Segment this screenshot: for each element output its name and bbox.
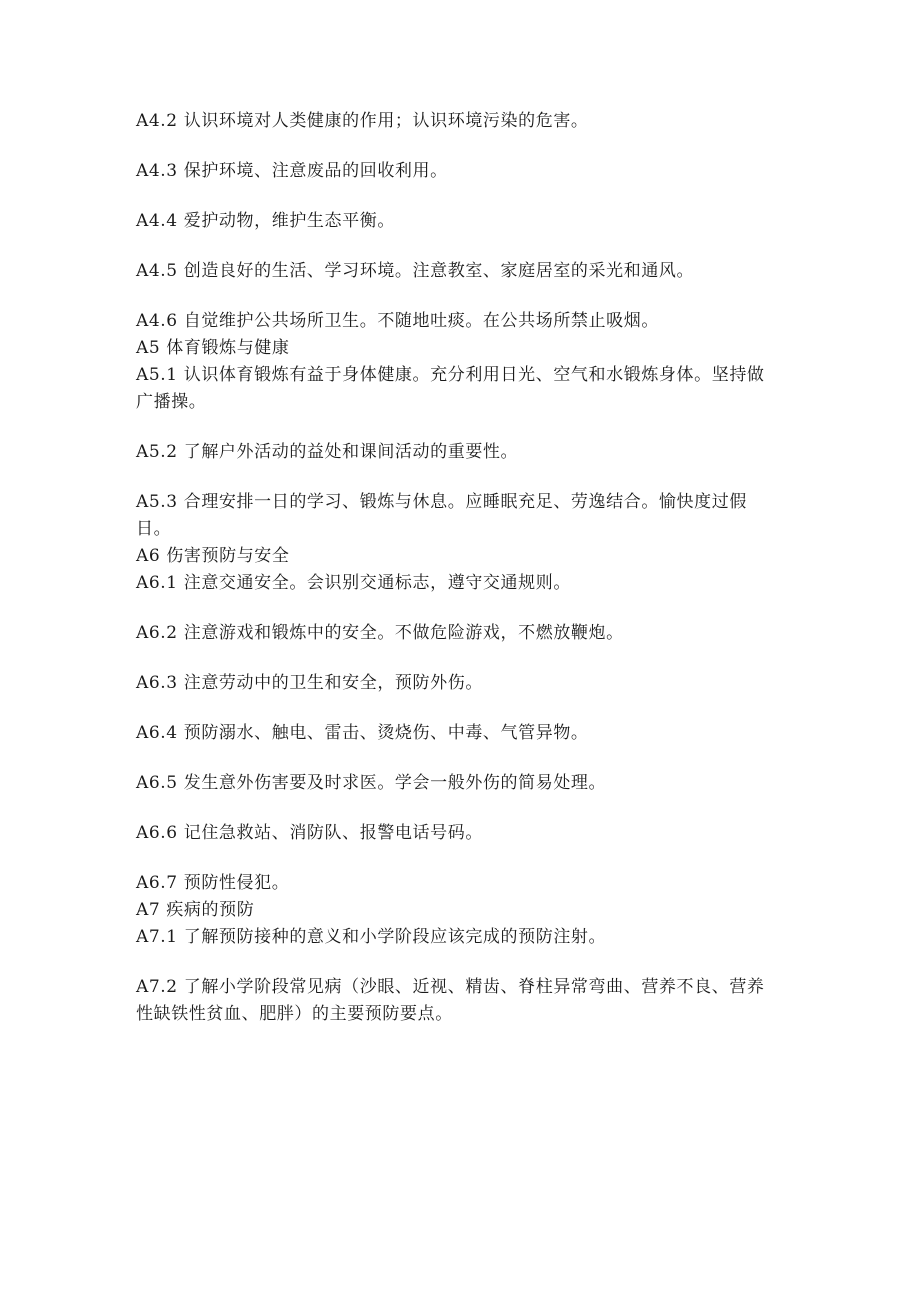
item-a4-6: A4.6 自觉维护公共场所卫生。不随地吐痰。在公共场所禁止吸烟。 bbox=[136, 311, 659, 331]
item-a4-2: A4.2 认识环境对人类健康的作用；认识环境污染的危害。 bbox=[136, 111, 589, 131]
item-a5-3: A5.3 合理安排一日的学习、锻炼与休息。应睡眠充足、劳逸结合。愉快度过假日。 bbox=[136, 492, 747, 539]
document-page bbox=[136, 108, 781, 1028]
section-a5-title: A5 体育锻炼与健康 bbox=[136, 338, 290, 358]
item-a4-3: A4.3 保护环境、注意废品的回收利用。 bbox=[136, 161, 448, 181]
item-a4-4: A4.4 爱护动物，维护生态平衡。 bbox=[136, 211, 395, 231]
section-a6-title: A6 伤害预防与安全 bbox=[136, 546, 290, 566]
item-a6-1: A6.1 注意交通安全。会识别交通标志，遵守交通规则。 bbox=[136, 573, 571, 593]
item-a4-5: A4.5 创造良好的生活、学习环境。注意教室、家庭居室的采光和通风。 bbox=[136, 261, 695, 281]
item-a6-2: A6.2 注意游戏和锻炼中的安全。不做危险游戏，不燃放鞭炮。 bbox=[136, 623, 624, 643]
item-a7-1: A7.1 了解预防接种的意义和小学阶段应该完成的预防注射。 bbox=[136, 927, 607, 947]
item-a6-6: A6.6 记住急救站、消防队、报警电话号码。 bbox=[136, 823, 483, 843]
item-a6-7: A6.7 预防性侵犯。 bbox=[136, 873, 290, 893]
item-a6-5: A6.5 发生意外伤害要及时求医。学会一般外伤的简易处理。 bbox=[136, 773, 607, 793]
item-a6-4: A6.4 预防溺水、触电、雷击、烫烧伤、中毒、气管异物。 bbox=[136, 723, 589, 743]
section-a7-title: A7 疾病的预防 bbox=[136, 900, 255, 920]
item-a5-1: A5.1 认识体育锻炼有益于身体健康。充分利用日光、空气和水锻炼身体。坚持做广播操。 bbox=[136, 365, 765, 412]
item-a5-2: A5.2 了解户外活动的益处和课间活动的重要性。 bbox=[136, 442, 519, 462]
item-a7-2: A7.2 了解小学阶段常见病（沙眼、近视、精齿、脊柱异常弯曲、营养不良、营养性缺铁性贫血、肥胖）的主要预防要点。 bbox=[136, 977, 765, 1024]
item-a6-3: A6.3 注意劳动中的卫生和安全，预防外伤。 bbox=[136, 673, 483, 693]
